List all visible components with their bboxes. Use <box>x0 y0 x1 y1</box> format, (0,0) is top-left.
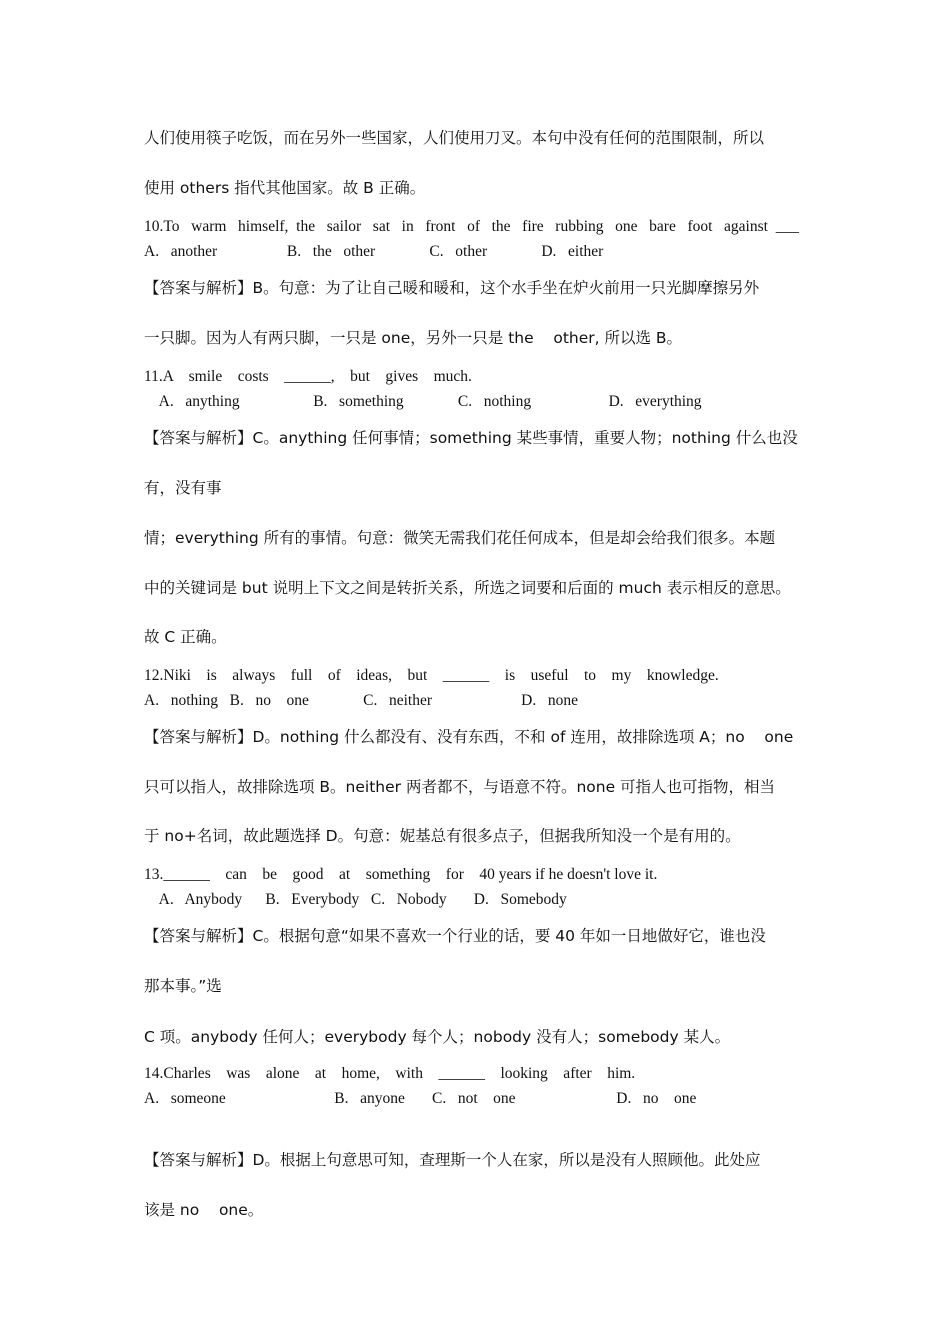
answer-10-cont: 一只脚。因为人有两只脚，一只是 one，另外一只是 the other, 所以选 B。 <box>144 329 683 347</box>
answer-11-cont: 情；everything 所有的事情。句意：微笑无需我们花任何成本，但是却会给我们很多。本题 <box>144 529 776 547</box>
question-10: 10.To warm himself, the sailor sat in front of the fire rubbing one bare foot against ___ <box>144 218 799 235</box>
answer-11-cont: 中的关键词是 but 说明上下文之间是转折关系，所选之词要和后面的 much 表示相反的意思。 <box>144 579 791 597</box>
answer-11-cont: 有，没有事 <box>144 479 222 497</box>
options-10: A. another B. the other C. other D. either <box>144 243 604 260</box>
text-line: 使用 others 指代其他国家。故 B 正确。 <box>144 179 426 197</box>
answer-13-cont: 那本事。”选 <box>144 977 222 995</box>
answer-12-cont: 于 no+名词，故此题选择 D。句意：妮基总有很多点子，但据我所知没一个是有用的。 <box>144 827 741 845</box>
question-13: 13.______ can be good at something for 40 years if he doesn't love it. <box>144 866 658 883</box>
answer-11: 【答案与解析】C。anything 任何事情；something 某些事情，重要人物；nothing 什么也没 <box>144 429 798 447</box>
question-12: 12.Niki is always full of ideas, but ______ is useful to my knowledge. <box>144 667 719 684</box>
answer-12-cont: 只可以指人，故排除选项 B。neither 两者都不，与语意不符。none 可指人也可指物，相当 <box>144 778 776 796</box>
answer-12: 【答案与解析】D。nothing 什么都没有、没有东西，不和 of 连用，故排除选项 A；no one <box>144 728 794 746</box>
answer-14: 【答案与解析】D。根据上句意思可知，查理斯一个人在家，所以是没有人照顾他。此处应 <box>144 1151 761 1169</box>
answer-13: 【答案与解析】C。根据句意“如果不喜欢一个行业的话，要 40 年如一日地做好它，谁也没 <box>144 927 766 945</box>
options-12: A. nothing B. no one C. neither D. none <box>144 692 578 709</box>
options-13: A. Anybody B. Everybody C. Nobody D. Somebody <box>144 891 567 908</box>
answer-10: 【答案与解析】B。句意：为了让自己暖和暖和，这个水手坐在炉火前用一只光脚摩擦另外 <box>144 279 760 297</box>
answer-13-cont: C 项。anybody 任何人；everybody 每个人；nobody 没有人；somebody 某人。 <box>144 1028 731 1046</box>
question-14: 14.Charles was alone at home, with ______ looking after him. <box>144 1065 636 1082</box>
answer-11-cont: 故 C 正确。 <box>144 628 227 646</box>
text-line: 人们使用筷子吃饭，而在另外一些国家，人们使用刀叉。本句中没有任何的范围限制，所以 <box>144 129 765 147</box>
options-14: A. someone B. anyone C. not one D. no one <box>144 1090 697 1107</box>
answer-14-cont: 该是 no one。 <box>144 1201 264 1219</box>
question-11: 11.A smile costs ______, but gives much. <box>144 368 472 385</box>
options-11: A. anything B. something C. nothing D. everything <box>144 393 702 410</box>
